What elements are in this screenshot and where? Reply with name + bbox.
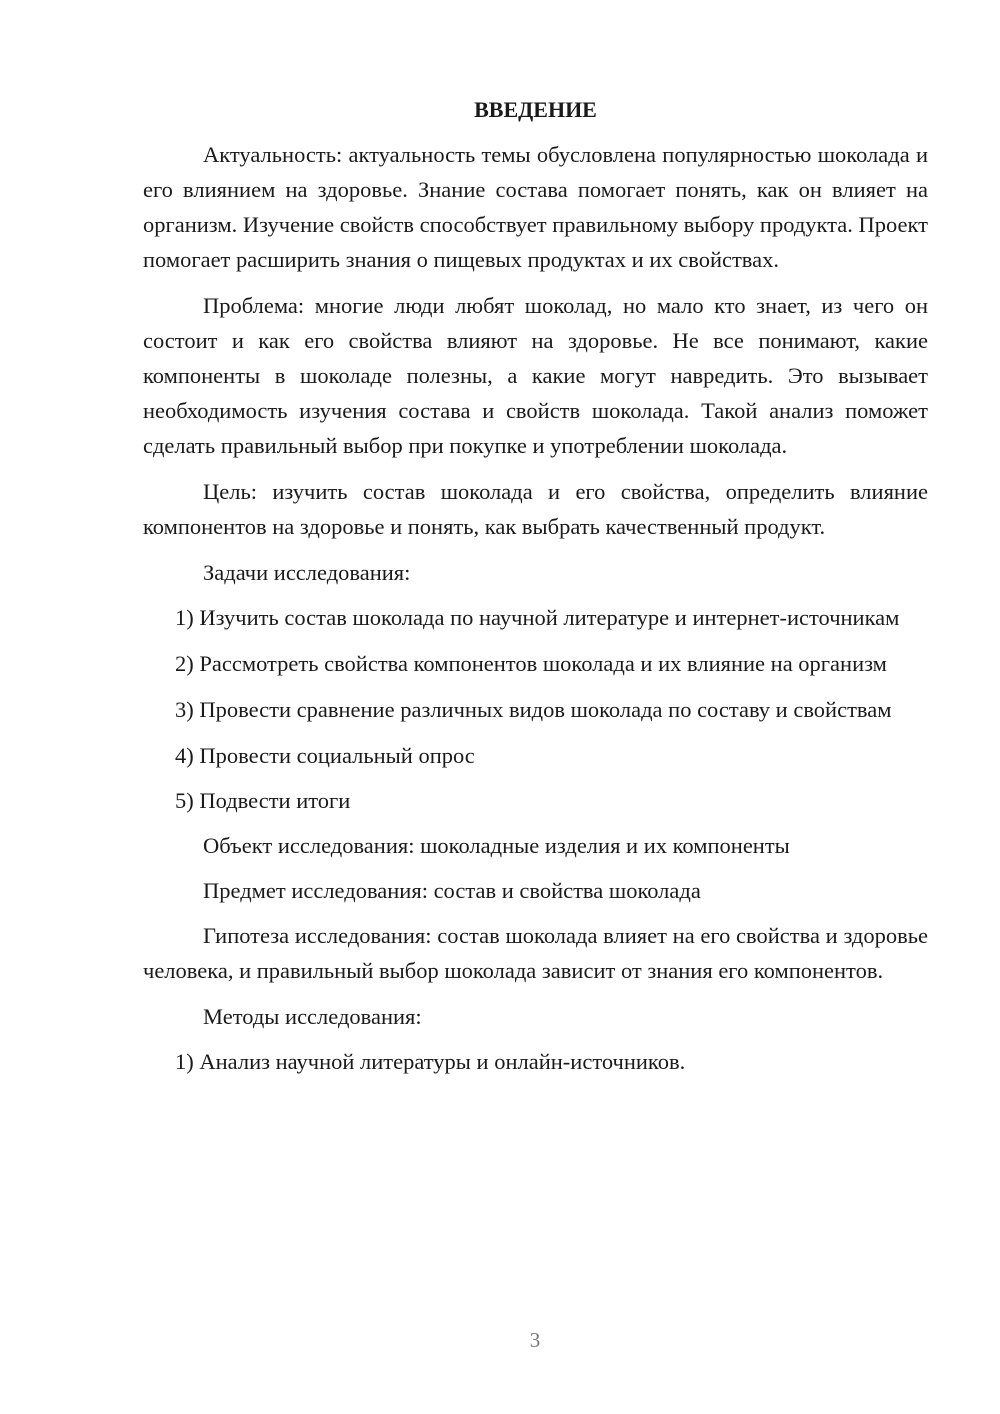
task-item-4: 4) Провести социальный опрос [175,743,475,768]
goal-paragraph: Цель: изучить состав шоколада и его свойства, определить влияние компонентов на здоровье и понять, как выбрать качественный продукт. [143,479,928,539]
subject-paragraph: Предмет исследования: состав и свойства шоколада [203,878,701,903]
task-item-1: 1) Изучить состав шоколада по научной литературе и интернет-источникам [175,605,900,630]
tasks-heading: Задачи исследования: [203,560,411,585]
task-item-3: 3) Провести сравнение различных видов шоколада по составу и свойствам [175,697,892,722]
method-item-1: 1) Анализ научной литературы и онлайн-источников. [175,1049,686,1074]
relevance-paragraph: Актуальность: актуальность темы обусловлена популярностью шоколада и его влиянием на здоровье. Знание состава помогает понять, как он влияет на организм. Изучение свойств способствует правильному выбору продукта. Проект помогает расширить знания о пищевых продуктах и их свойствах. [143,142,928,272]
task-item-2: 2) Рассмотреть свойства компонентов шоколада и их влияние на организм [175,651,887,676]
task-item-5: 5) Подвести итоги [175,788,351,813]
object-paragraph: Объект исследования: шоколадные изделия и их компоненты [203,833,790,858]
methods-heading: Методы исследования: [203,1004,422,1029]
page-title: ВВЕДЕНИЕ [474,97,597,122]
hypothesis-paragraph: Гипотеза исследования: состав шоколада влияет на его свойства и здоровье человека, и правильный выбор шоколада зависит от знания его компонентов. [143,923,928,983]
problem-paragraph: Проблема: многие люди любят шоколад, но мало кто знает, из чего он состоит и как его свойства влияют на здоровье. Не все понимают, какие компоненты в шоколаде полезны, а какие могут навредить. Это вызывает необходимость изучения состава и свойств шоколада. Такой анализ поможет сделать правильный выбор при покупке и употреблении шоколада. [143,293,928,458]
document-page [143,96,928,1089]
page-number: 3 [529,1328,541,1352]
